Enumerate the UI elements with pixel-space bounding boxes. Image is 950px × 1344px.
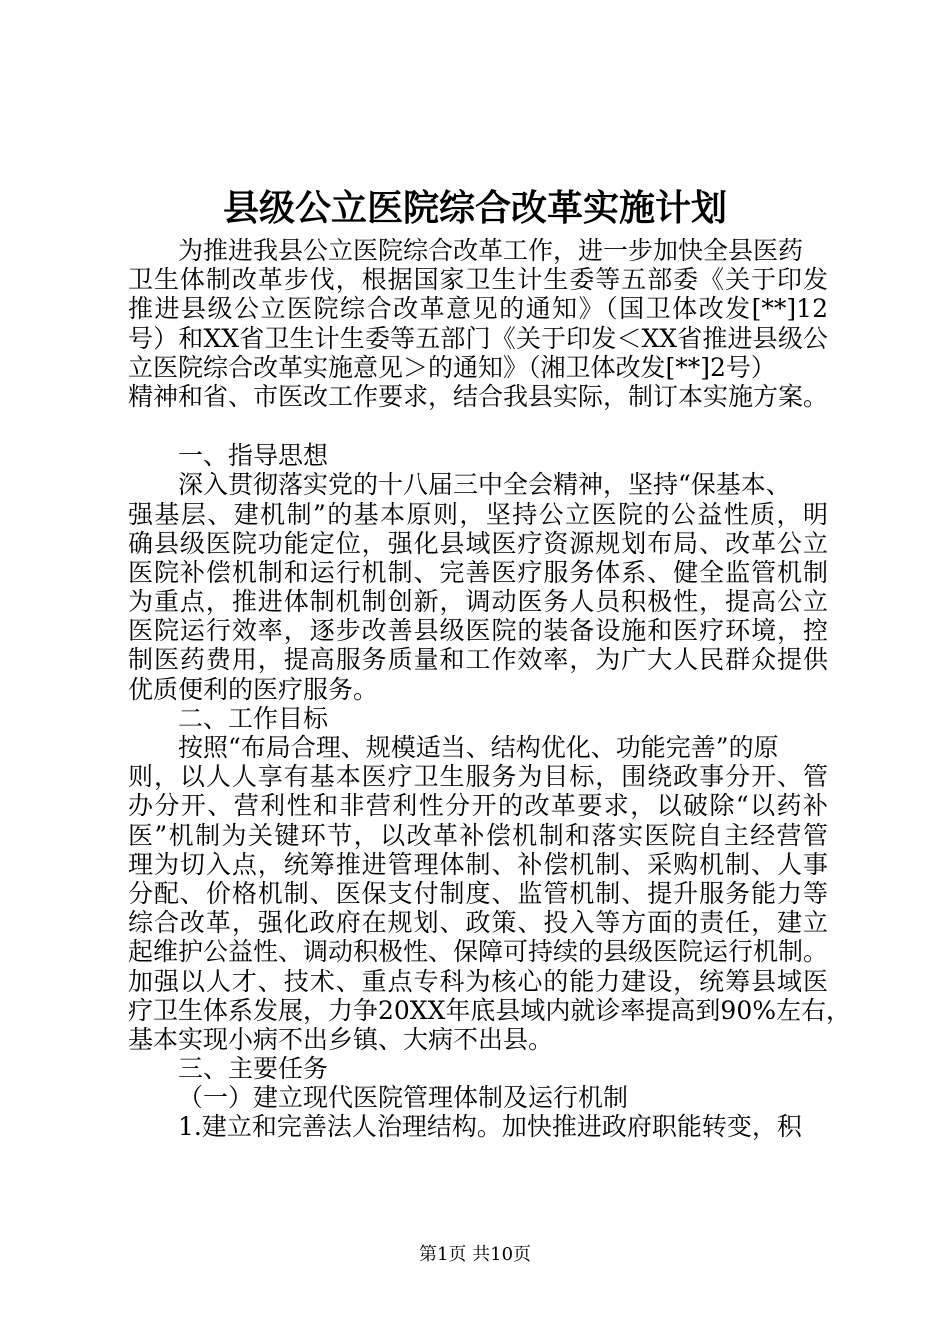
paragraph-line: 起维护公益性、调动积极性、保障可持续的县级医院运行机制。 bbox=[128, 937, 829, 967]
paragraph-line: 医”机制为关键环节，以改革补偿机制和落实医院自主经营管 bbox=[128, 820, 828, 850]
document-body bbox=[128, 236, 851, 1142]
paragraph-line: 优质便利的医疗服务。 bbox=[128, 674, 379, 704]
page-title: 县级公立医院综合改革实施计划 bbox=[222, 187, 727, 229]
section-heading: 一、指导思想 bbox=[178, 441, 329, 471]
page-footer: 第1页 共10页 bbox=[418, 1244, 532, 1265]
paragraph-line: 卫生体制改革步伐，根据国家卫生计生委等五部委《关于印发 bbox=[128, 265, 828, 295]
paragraph-line: 号）和XX省卫生计生委等五部门《关于印发＜XX省推进县级公 bbox=[128, 323, 828, 353]
paragraph-line: 理为切入点，统筹推进管理体制、补偿机制、采购机制、人事 bbox=[128, 849, 828, 879]
paragraph-line: 为重点，推进体制机制创新，调动医务人员积极性，提高公立 bbox=[128, 587, 828, 617]
subsection-heading: （一）建立现代医院管理体制及运行机制 bbox=[178, 1083, 629, 1113]
paragraph-line: 综合改革，强化政府在规划、政策、投入等方面的责任，建立 bbox=[128, 908, 828, 938]
paragraph-line: 确县级医院功能定位，强化县域医疗资源规划布局、改革公立 bbox=[128, 528, 828, 558]
paragraph-line: 立医院综合改革实施意见＞的通知》（湘卫体改发[**]2号） bbox=[128, 352, 776, 382]
paragraph-line: 疗卫生体系发展，力争20XX年底县域内就诊率提高到90%左右， bbox=[128, 995, 851, 1025]
paragraph-line: 基本实现小病不出乡镇、大病不出县。 bbox=[128, 1024, 554, 1054]
paragraph-line: 精神和省、市医改工作要求，结合我县实际，制订本实施方案。 bbox=[128, 381, 829, 411]
section-heading: 三、主要任务 bbox=[178, 1054, 329, 1084]
section-heading: 二、工作目标 bbox=[178, 703, 329, 733]
paragraph-line: 1.建立和完善法人治理结构。加快推进政府职能转变，积 bbox=[178, 1112, 802, 1142]
paragraph-line: 办分开、营利性和非营利性分开的改革要求，以破除“以药补 bbox=[128, 791, 828, 821]
paragraph-line: 医院运行效率，逐步改善县级医院的装备设施和医疗环境，控 bbox=[128, 616, 828, 646]
paragraph-gap bbox=[128, 411, 828, 441]
paragraph-line: 深入贯彻落实党的十八届三中全会精神，坚持“保基本、 bbox=[178, 470, 791, 500]
paragraph-line: 按照“布局合理、规模适当、结构优化、功能完善”的原 bbox=[178, 733, 779, 762]
paragraph-line: 分配、价格机制、医保支付制度、监管机制、提升服务能力等 bbox=[128, 878, 828, 908]
paragraph-line: 医院补偿机制和运行机制、完善医疗服务体系、健全监管机制 bbox=[128, 557, 828, 587]
paragraph-line: 强基层、建机制”的基本原则，坚持公立医院的公益性质，明 bbox=[128, 499, 828, 529]
paragraph-line: 为推进我县公立医院综合改革工作，进一步加快全县医药 bbox=[178, 236, 804, 265]
paragraph-line: 推进县级公立医院综合改革意见的通知》（国卫体改发[**]12 bbox=[128, 294, 828, 324]
paragraph-line: 制医药费用，提高服务质量和工作效率，为广大人民群众提供 bbox=[128, 645, 828, 675]
paragraph-line: 加强以人才、技术、重点专科为核心的能力建设，统筹县域医 bbox=[128, 966, 828, 996]
paragraph-line: 则，以人人享有基本医疗卫生服务为目标，围绕政事分开、管 bbox=[128, 762, 828, 792]
